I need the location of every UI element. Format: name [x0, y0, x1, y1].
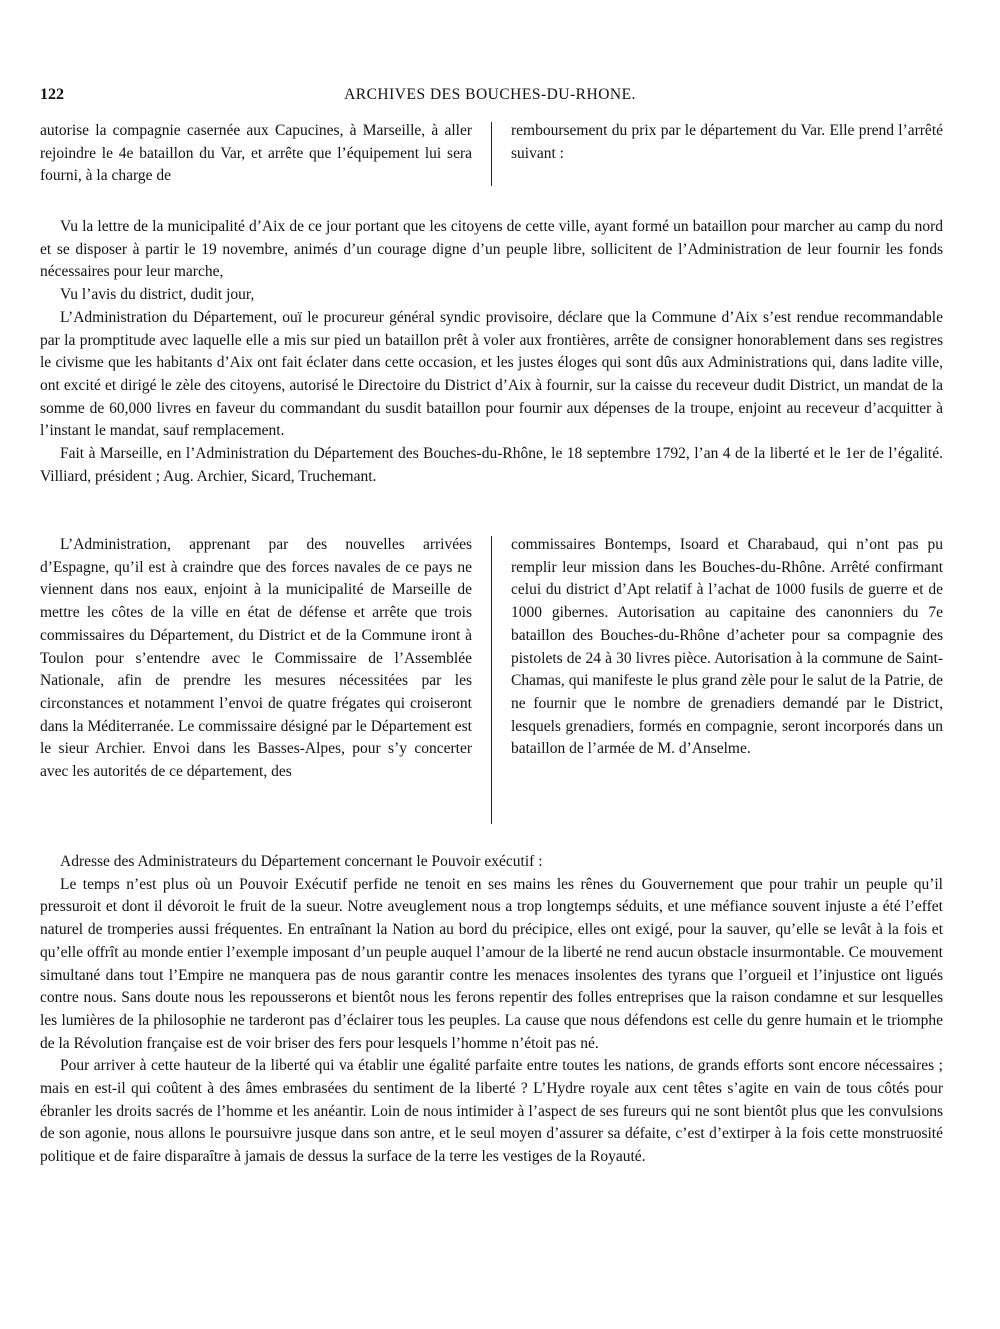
paragraph: Vu la lettre de la municipalité d’Aix de ce jour portant que les citoyens de cette ville, ayant formé un bataillon pour marcher au camp du nord et se disposer à partir le 19 novembre, animés d’un courage digne d’un peuple libre, sollicitent de l’Administration de leur fournir les fonds nécessaires pour leur marche,: [40, 218, 943, 281]
page-header: [40, 84, 940, 108]
paragraph: L’Administration du Département, ouï le procureur général syndic provisoire, déclare que la Commune d’Aix s’est rendue recommandable par la promptitude avec laquelle elle a mis sur pied un bataillon prêt à voler aux frontières, arrête de consigner honorablement dans ses registres le civisme que les habitants d’Aix ont fait éclater dans cette occasion, et les justes éloges qui sont dûs aux Administrations qui, dans ladite ville, ont excité et dirigé le zèle des citoyens, autorisé le Directoire du District d’Aix à fournir, sur la caisse du receveur dudit District, un mandat de la somme de 60,000 livres en faveur du commandant du susdit bataillon pour fournir aux dépenses de la troupe, enjoint au receveur d’acquitter à l’instant le mandat, sauf remplacement.: [40, 308, 943, 440]
left-column-text: [40, 534, 472, 784]
column-divider: [491, 122, 492, 186]
two-column-section-1: [40, 120, 943, 188]
paragraph: commissaires Bontemps, Isoard et Charabaud, qui n’ont pas pu remplir leur mission dans les Bouches-du-Rhône. Arrêté confirmant celui du district d’Apt relatif à l’achat de 1000 fusils de guerre et de 1000 gibernes. Autorisation au capitaine des canonniers du 7e bataillon des Bouches-du-Rhône d’acheter pour sa compagnie des pistolets de 24 à 30 livres pièce. Autorisation à la commune de Saint-Chamas, qui manifeste le plus grand zèle pour le salut de la Patrie, de ne fournir que le nombre de grenadiers demandé par le District, lesquels grenadiers, formés en compagnie, seront incorporés dans un bataillon de l’armée de M. d’Anselme.: [511, 536, 943, 758]
left-column-text: [40, 120, 472, 188]
two-column-section-2: [40, 534, 943, 826]
paragraph: Pour arriver à cette hauteur de la liberté qui va établir une égalité parfaite entre toutes les nations, de grands efforts sont encore nécessaires ; mais en est-il qui coûtent à des âmes embrasées du sentiment de la liberté ? L’Hydre royale aux cent têtes s’agite en vain de tous côtés pour ébranler les droits sacrés de l’homme et les anéantir. Loin de nous intimider à l’aspect de ses fureurs qui ne sont bientôt plus que les convulsions de son agonie, nous allons le poursuivre jusque dans son antre, et le seul moyen d’assurer sa défaite, c’est d’extirper à la fois cette monstruosité politique et de faire disparaître à jamais de dessus la surface de la terre les vestiges de la Royauté.: [40, 1057, 943, 1166]
column-divider: [491, 536, 492, 824]
section-heading: Adresse des Administrateurs du Département concernant le Pouvoir exécutif :: [60, 853, 543, 870]
adresse-block: [40, 851, 943, 1169]
paragraph: Vu l’avis du district, dudit jour,: [60, 286, 255, 304]
paragraph: remboursement du prix par le département du Var. Elle prend l’arrêté suivant :: [511, 122, 943, 162]
page-number: 122: [40, 86, 64, 103]
paragraph: L’Administration, apprenant par des nouvelles arrivées d’Espagne, qu’il est à craindre que des forces navales de ce pays ne viennent dans nos eaux, enjoint à la municipalité de Marseille de mettre les côtes de la ville en état de défense et arrête que trois commissaires du Département, du District et de la Commune iront à Toulon pour s’entendre avec le Commissaire de l’Assemblée Nationale, afin de prendre les mesures nécessitées par les circonstances et notamment l’envoi de quatre frégates qui croiseront dans la Méditerranée. Le commissaire désigné par le Département est le sieur Archier. Envoi dans les Basses-Alpes, pour s’y concerter avec les autorités de ce département, des: [40, 536, 472, 781]
paragraph: Le temps n’est plus où un Pouvoir Exécutif perfide ne tenoit en ses mains les rênes du Gouvernement que pour trahir un peuple qu’il pressuroit et dont il dévoroit le fruit de la sueur. Notre aveuglement nous a trop longtemps séduits, et une méfiance souvent injuste a été l’effet naturel de tromperies aussi fréquentes. En entraînant la Nation au bord du précipice, elles ont exigé, pour la sauver, qu’elle se levât à la fois et qu’elle offrît au monde entier l’exemple imposant d’un peuple auquel l’amour de la liberté ne rend aucun obstacle insurmontable. Ce mouvement simultané dans tout l’Empire ne manquera pas de nous garantir contre les menaces insolentes des tyrans que l’orgueil et l’injustice ont ligués contre nous. Sans doute nous les repousserons et bientôt nous les ferons repentir des folles entreprises que la raison condamne et sur lesquelles les lumières de la philosophie ne tarderont pas d’éclairer tous les peuples. La cause que nous défendons est celle du genre humain et le triomphe de la Révolution française est de voir briser des fers pour lesquels l’homme n’étoit pas né.: [40, 875, 943, 1052]
arrete-block: [40, 216, 943, 488]
paragraph: autorise la compagnie casernée aux Capucines, à Marseille, à aller rejoindre le 4e bataillon du Var, et arrête que l’équipement lui sera fourni, à la charge de: [40, 122, 472, 185]
right-column-text: [511, 120, 943, 165]
right-column-text: [511, 534, 943, 761]
running-head: ARCHIVES DES BOUCHES-DU-RHONE.: [344, 86, 636, 103]
paragraph: Fait à Marseille, en l’Administration du Département des Bouches-du-Rhône, le 18 septembre 1792, l’an 4 de la liberté et le 1er de l’égalité. Villiard, président ; Aug. Archier, Sicard, Truchemant.: [40, 445, 943, 485]
